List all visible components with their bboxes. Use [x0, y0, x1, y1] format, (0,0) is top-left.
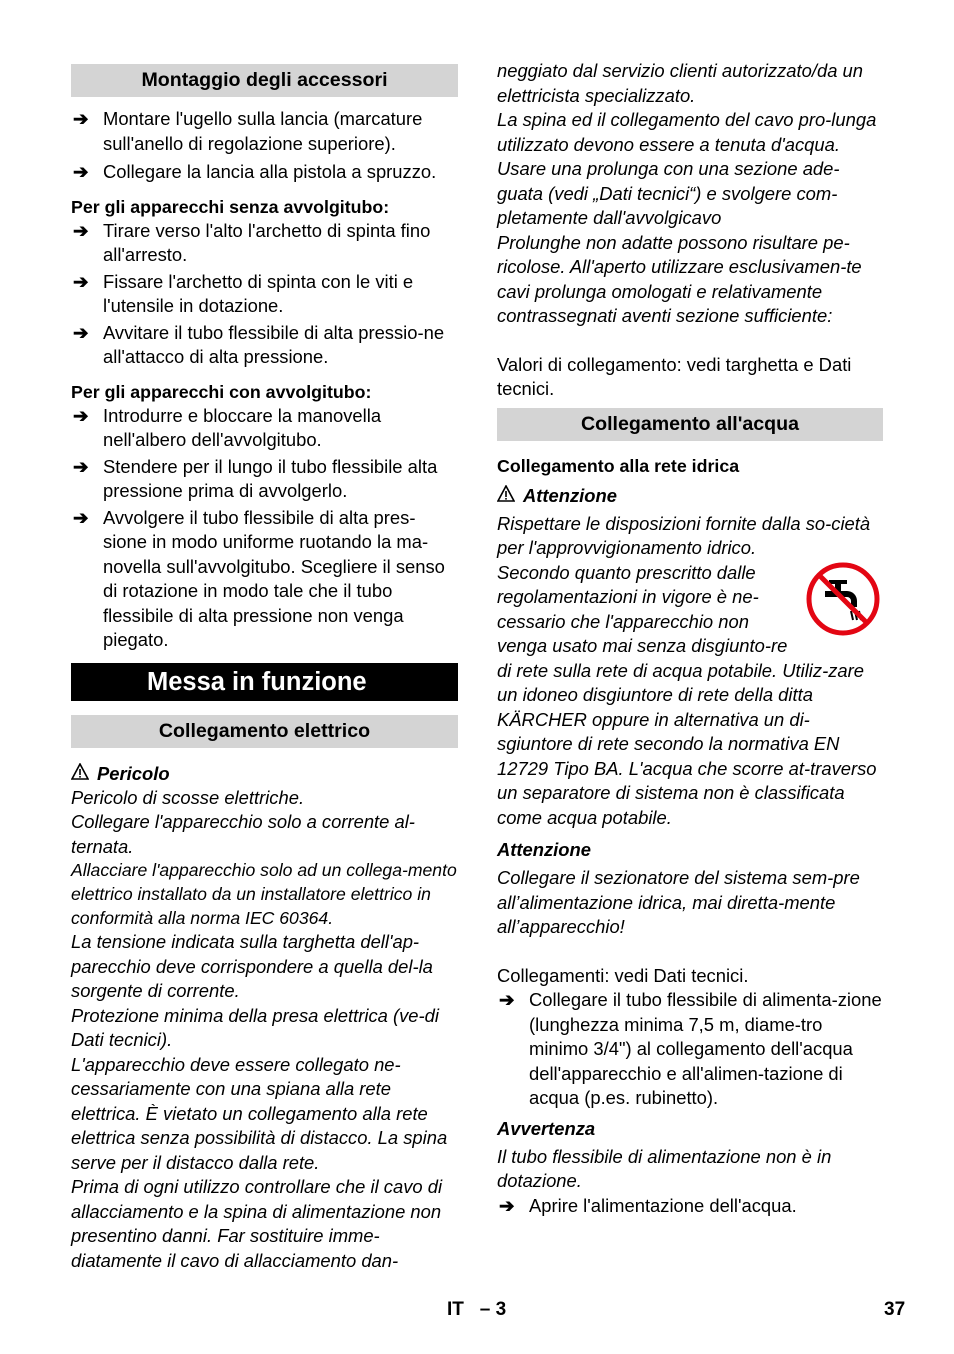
- arrow-icon: ➔: [73, 219, 89, 241]
- arrow-icon: ➔: [73, 321, 89, 343]
- paragraph: Prima di ogni utilizzo controllare che il cavo di allacciamento e la spina di alimentazione non presentino danni. Far sostituire imme-diatamente il cavo di allacciamento dan-: [71, 1176, 443, 1271]
- arrow-icon: ➔: [499, 1194, 515, 1216]
- footer-lang: IT – 3: [447, 1299, 507, 1320]
- arrow-icon: ➔: [73, 404, 89, 426]
- arrow-icon: ➔: [73, 455, 89, 477]
- attention-note: Attenzione: [497, 484, 883, 508]
- list-item: ➔ Stendere per il lungo il tubo flessibile alta pressione prima di avvolgerlo.: [73, 455, 438, 501]
- subheading-senza: Per gli apparecchi senza avvolgitubo:: [71, 196, 390, 217]
- list-item: ➔ Fissare l'archetto di spinta con le viti e l'utensile in dotazione.: [73, 270, 414, 316]
- right-column: [497, 59, 883, 1218]
- paragraph: Pericolo di scosse elettriche.: [71, 786, 305, 808]
- warning-triangle-icon: [71, 762, 89, 786]
- paragraph: Usare una prolunga con una sezione ade-guata (vedi „Dati tecnici“) e svolgere com-pletamente dall'avvolgicavo: [497, 158, 840, 228]
- paragraph: Collegamenti: vedi Dati tecnici.: [497, 964, 749, 986]
- paragraph: Collegare l'apparecchio solo a corrente al-ternata.: [71, 811, 415, 857]
- list-item: ➔ Aprire l'alimentazione dell'acqua.: [497, 1194, 883, 1219]
- subheading-con: Per gli apparecchi con avvolgitubo:: [71, 381, 372, 402]
- no-drinking-water-icon: [805, 561, 883, 639]
- paragraph: Rispettare le disposizioni fornite dalla so-cietà per l'approvvigionamento idrico.: [497, 512, 871, 558]
- list-item: ➔ Avvolgere il tubo flessibile di alta pres-sione in modo uniforme ruotando la ma-novella sull'avvolgitubo. Scegliere il senso di rotazione in modo tale che il tubo flessibile di alta pressione non venga piegato.: [73, 506, 445, 650]
- arrow-icon: ➔: [499, 989, 515, 1010]
- paragraph: Collegare il sezionatore del sistema sem-pre all’alimentazione idrica, mai diretta-mente all’apparecchio!: [497, 867, 860, 937]
- paragraph: La tensione indicata sulla targhetta dell'ap-parecchio deve corrispondere a quella del-la sorgente di corrente.: [71, 931, 433, 1002]
- warning-triangle-icon: [497, 484, 515, 508]
- list-item: ➔ Tirare verso l'alto l'archetto di spinta fino all'arresto.: [73, 219, 431, 265]
- paragraph: Protezione minima della presa elettrica (ve-di Dati tecnici).: [71, 1004, 439, 1051]
- section-heading-acqua: Collegamento all'acqua: [497, 408, 883, 441]
- paragraph-with-icon: Secondo quanto prescritto dalle regolamentazioni in vigore è ne-cessario che l'apparecchio non venga usato mai senza disgiunto-re di rete sulla rete di acqua potabile. Utiliz-zare un idoneo disgiuntore di rete della ditta KÄRCHER oppure in alternativa un di-sgiuntore di rete secondo la normativa EN 12729 Tipo BA. L'acqua che scorre at-traverso un separatore di sistema non è classificata come acqua potabile.: [497, 561, 883, 831]
- danger-note: Pericolo: [71, 762, 458, 786]
- arrow-icon: ➔: [73, 506, 89, 528]
- paragraph: Prolunghe non adatte possono risultare pe-ricolose. All'aperto utilizzare esclusivamen-te cavi prolunga omologati e relativamente contrassegnati aventi sezione sufficiente:: [497, 231, 862, 326]
- paragraph: Allacciare l'apparecchio solo ad un collega-mento elettrico installato da un installatore elettrico in conformità alla norma IEC 60364.: [71, 860, 457, 928]
- list-item: ➔ Collegare il tubo flessibile di alimenta-zione (lunghezza minima 7,5 m, diame-tro minimo 3/4") al collegamento dell'acqua dell'apparecchio e all'alimen-tazione di acqua (p.es. rubinetto).: [499, 989, 882, 1108]
- section-heading-elettrico: Collegamento elettrico: [71, 715, 458, 748]
- paragraph: neggiato dal servizio clienti autorizzato/da un elettricista specializzato.: [497, 60, 863, 106]
- footer-subpage: – 3: [479, 1299, 507, 1320]
- attention-label: Attenzione: [497, 839, 591, 860]
- arrow-icon: ➔: [73, 108, 89, 129]
- note-label: Avvertenza: [497, 1117, 596, 1139]
- arrow-icon: ➔: [73, 270, 89, 292]
- paragraph: L'apparecchio deve essere collegato ne-cessariamente con una spiana alla rete elettrica. È vietato un collegamento alla rete elettrica senza possibilità di distacco. La spina serve per il distacco dalla rete.: [71, 1053, 448, 1173]
- arrow-icon: ➔: [73, 161, 89, 182]
- list-item: ➔ Collegare la lancia alla pistola a spruzzo.: [71, 160, 458, 185]
- page-number: 37: [884, 1299, 906, 1320]
- paragraph: La spina ed il collegamento del cavo pro-lunga utilizzato devono essere a tenuta d'acqua.: [497, 109, 877, 155]
- list-item: ➔ Introdurre e bloccare la manovella nell'albero dell'avvolgitubo.: [73, 404, 382, 450]
- subheading-rete: Collegamento alla rete idrica: [497, 455, 740, 476]
- paragraph: Il tubo flessibile di alimentazione non è in dotazione.: [497, 1145, 832, 1191]
- main-title: Messa in funzione: [71, 663, 458, 701]
- list-item: ➔ Avvitare il tubo flessibile di alta pressio-ne all'attacco di alta pressione.: [73, 321, 445, 367]
- left-column: [71, 64, 458, 1273]
- paragraph: Valori di collegamento: vedi targhetta e Dati tecnici.: [497, 353, 852, 399]
- section-heading-accessori: Montaggio degli accessori: [71, 64, 458, 97]
- list-item: ➔ Montare l'ugello sulla lancia (marcature sull'anello di regolazione superiore).: [73, 108, 423, 154]
